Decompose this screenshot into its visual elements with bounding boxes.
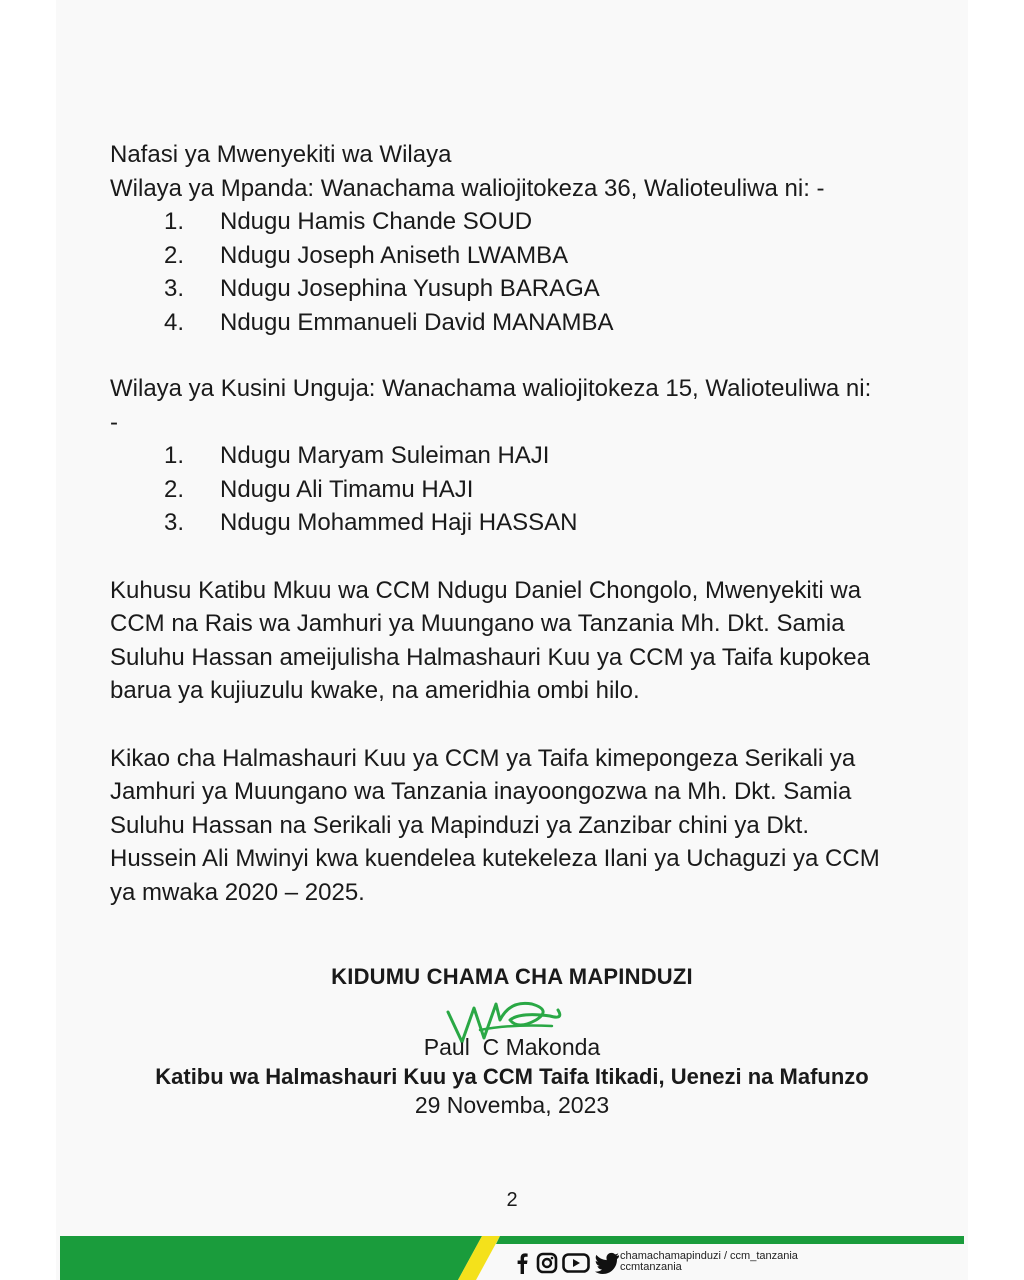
nominee-name: Ndugu Joseph Aniseth LWAMBA bbox=[220, 241, 569, 269]
mpanda-heading: Wilaya ya Mpanda: Wanachama waliojitokeza 36, Walioteuliwa ni: - bbox=[110, 174, 825, 202]
instagram-icon[interactable] bbox=[536, 1252, 558, 1274]
signer-name: Paul C Makonda bbox=[423, 1034, 601, 1060]
list-item bbox=[110, 205, 910, 239]
paragraph-line: Jamhuri ya Muungano wa Tanzania inayoongozwa na Mh. Dkt. Samia bbox=[110, 778, 852, 805]
nominee-name: Ndugu Josephina Yusuph BARAGA bbox=[220, 275, 600, 302]
social-handles bbox=[620, 1251, 798, 1273]
list-item bbox=[110, 473, 910, 507]
nominee-name: Ndugu Mohammed Haji HASSAN bbox=[220, 509, 578, 536]
list-item bbox=[110, 506, 910, 540]
list-item bbox=[110, 272, 910, 306]
list-number: 2. bbox=[164, 241, 185, 269]
document-date: 29 Novemba, 2023 bbox=[414, 1092, 610, 1118]
paragraph-line: Kuhusu Katibu Mkuu wa CCM Ndugu Daniel Chongolo, Mwenyekiti wa bbox=[110, 576, 862, 604]
paragraph-line: Suluhu Hassan ameijulisha Halmashauri Kuu ya CCM ya Taifa kupokea bbox=[110, 643, 870, 671]
youtube-icon[interactable] bbox=[562, 1252, 590, 1274]
document-body bbox=[110, 138, 910, 909]
paragraph-line: Kikao cha Halmashauri Kuu ya CCM ya Taifa kimepongeza Serikali ya bbox=[110, 744, 856, 772]
nominee-name: Ndugu Maryam Suleiman HAJI bbox=[220, 442, 550, 469]
district-role-heading: Nafasi ya Mwenyekiti wa Wilaya bbox=[110, 141, 452, 168]
list-item bbox=[110, 306, 910, 340]
facebook-icon[interactable] bbox=[512, 1252, 532, 1274]
nominee-name: Ndugu Ali Timamu HAJI bbox=[220, 475, 474, 503]
footer-green-stripe-left bbox=[60, 1236, 482, 1280]
list-item bbox=[110, 439, 910, 473]
list-number: 1. bbox=[164, 208, 185, 235]
kusini-unguja-heading-dash: - bbox=[110, 408, 118, 436]
nominee-name: Ndugu Hamis Chande SOUD bbox=[220, 208, 533, 235]
list-number: 2. bbox=[164, 475, 185, 503]
list-number: 4. bbox=[164, 308, 185, 336]
paragraph-resignation bbox=[110, 574, 910, 708]
list-number: 3. bbox=[164, 509, 185, 536]
list-number: 3. bbox=[164, 275, 185, 302]
page-number: 2 bbox=[506, 1189, 518, 1211]
list-number: 1. bbox=[164, 442, 185, 469]
paragraph-line: Suluhu Hassan na Serikali ya Mapinduzi ya Zanzibar chini ya Dkt. bbox=[110, 811, 810, 839]
social-handle-line: ccmtanzania bbox=[620, 1261, 682, 1273]
mpanda-nominee-list bbox=[110, 205, 910, 339]
nominee-name: Ndugu Emmanueli David MANAMBA bbox=[220, 308, 614, 336]
footer-green-stripe-right bbox=[496, 1236, 964, 1244]
twitter-icon[interactable] bbox=[594, 1252, 620, 1274]
list-item bbox=[110, 239, 910, 273]
paragraph-line: Hussein Ali Mwinyi kwa kuendelea kutekeleza Ilani ya Uchaguzi ya CCM bbox=[110, 845, 880, 872]
kusini-unguja-nominee-list bbox=[110, 439, 910, 540]
paragraph-congratulations bbox=[110, 742, 910, 910]
paragraph-line: ya mwaka 2020 – 2025. bbox=[110, 878, 365, 906]
party-slogan: KIDUMU CHAMA CHA MAPINDUZI bbox=[331, 964, 693, 989]
social-handle-line: chamachamapinduzi / ccm_tanzania bbox=[620, 1250, 798, 1262]
social-icons bbox=[512, 1252, 620, 1274]
kusini-unguja-heading: Wilaya ya Kusini Unguja: Wanachama waliojitokeza 15, Walioteuliwa ni: bbox=[110, 375, 872, 402]
paragraph-line: barua ya kujiuzulu kwake, na ameridhia ombi hilo. bbox=[110, 677, 640, 704]
paragraph-line: CCM na Rais wa Jamhuri ya Muungano wa Tanzania Mh. Dkt. Samia bbox=[110, 610, 845, 637]
signer-position: Katibu wa Halmashauri Kuu ya CCM Taifa Itikadi, Uenezi na Mafunzo bbox=[155, 1064, 869, 1089]
